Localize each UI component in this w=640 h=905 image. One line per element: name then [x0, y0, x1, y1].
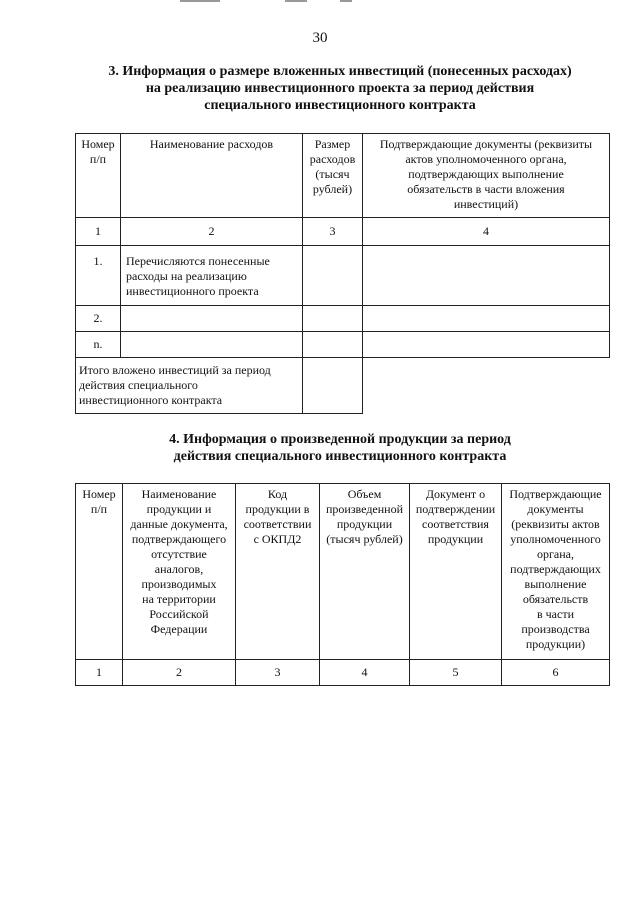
header-number: Номер п/п — [76, 134, 121, 218]
column-number: 4 — [320, 660, 410, 686]
header-supporting-docs: Подтверждающие документы (реквизиты актов уполномоченного органа, подтверждающих выполнение обязательств в части вложения инвестиций) — [363, 134, 610, 218]
column-number: 4 — [363, 218, 610, 246]
total-value — [303, 358, 363, 414]
column-number: 1 — [76, 660, 123, 686]
row-expense-name — [121, 332, 303, 358]
header-expense-name: Наименование расходов — [121, 134, 303, 218]
column-number-row — [76, 218, 610, 246]
section-3-title — [60, 63, 620, 114]
header-number: Номер п/п — [76, 484, 123, 660]
total-row — [76, 358, 610, 414]
table-row — [76, 332, 610, 358]
column-number-row — [76, 660, 610, 686]
scan-artifact-marks — [180, 0, 380, 3]
investments-table — [75, 133, 610, 414]
table-row — [76, 246, 610, 306]
row-number: 1. — [76, 246, 121, 306]
section-3-title-line: специального инвестиционного контракта — [204, 98, 476, 113]
header-production-volume: Объем произведенной продукции (тысяч рублей) — [320, 484, 410, 660]
section-4-title — [60, 431, 620, 465]
section-4-title-line: действия специального инвестиционного контракта — [173, 449, 507, 464]
row-supporting-docs — [363, 246, 610, 306]
row-supporting-docs — [363, 306, 610, 332]
header-supporting-docs: Подтверждающие документы (реквизиты актов уполномоченного органа, подтверждающих выполнение обязательств в части производства продукции) — [502, 484, 610, 660]
production-table — [75, 483, 610, 686]
row-supporting-docs — [363, 332, 610, 358]
section-3-title-line: на реализацию инвестиционного проекта за период действия — [145, 81, 535, 96]
row-number: n. — [76, 332, 121, 358]
row-expense-name — [121, 306, 303, 332]
row-expense-size — [303, 332, 363, 358]
column-number: 3 — [236, 660, 320, 686]
total-label: Итого вложено инвестиций за период действия специального инвестиционного контракта — [76, 358, 303, 414]
column-number: 1 — [76, 218, 121, 246]
page-number: 30 — [312, 30, 328, 46]
header-expense-size: Размер расходов (тысяч рублей) — [303, 134, 363, 218]
row-expense-name: Перечисляются понесенные расходы на реализацию инвестиционного проекта — [121, 246, 303, 306]
row-expense-size — [303, 246, 363, 306]
column-number: 6 — [502, 660, 610, 686]
total-empty — [363, 358, 610, 414]
table-row — [76, 306, 610, 332]
table-header-row — [76, 484, 610, 660]
row-expense-size — [303, 306, 363, 332]
column-number: 5 — [410, 660, 502, 686]
row-number: 2. — [76, 306, 121, 332]
header-okpd2-code: Код продукции в соответствии с ОКПД2 — [236, 484, 320, 660]
column-number: 3 — [303, 218, 363, 246]
section-4-title-line: 4. Информация о произведенной продукции за период — [169, 432, 511, 447]
section-3-title-line: 3. Информация о размере вложенных инвестиций (понесенных расходах) — [108, 64, 572, 79]
header-product-name: Наименование продукции и данные документа, подтверждающего отсутствие аналогов, производимых на территории Российской Федерации — [123, 484, 236, 660]
table-header-row — [76, 134, 610, 218]
header-conformity-document: Документ о подтверждении соответствия продукции — [410, 484, 502, 660]
column-number: 2 — [121, 218, 303, 246]
column-number: 2 — [123, 660, 236, 686]
